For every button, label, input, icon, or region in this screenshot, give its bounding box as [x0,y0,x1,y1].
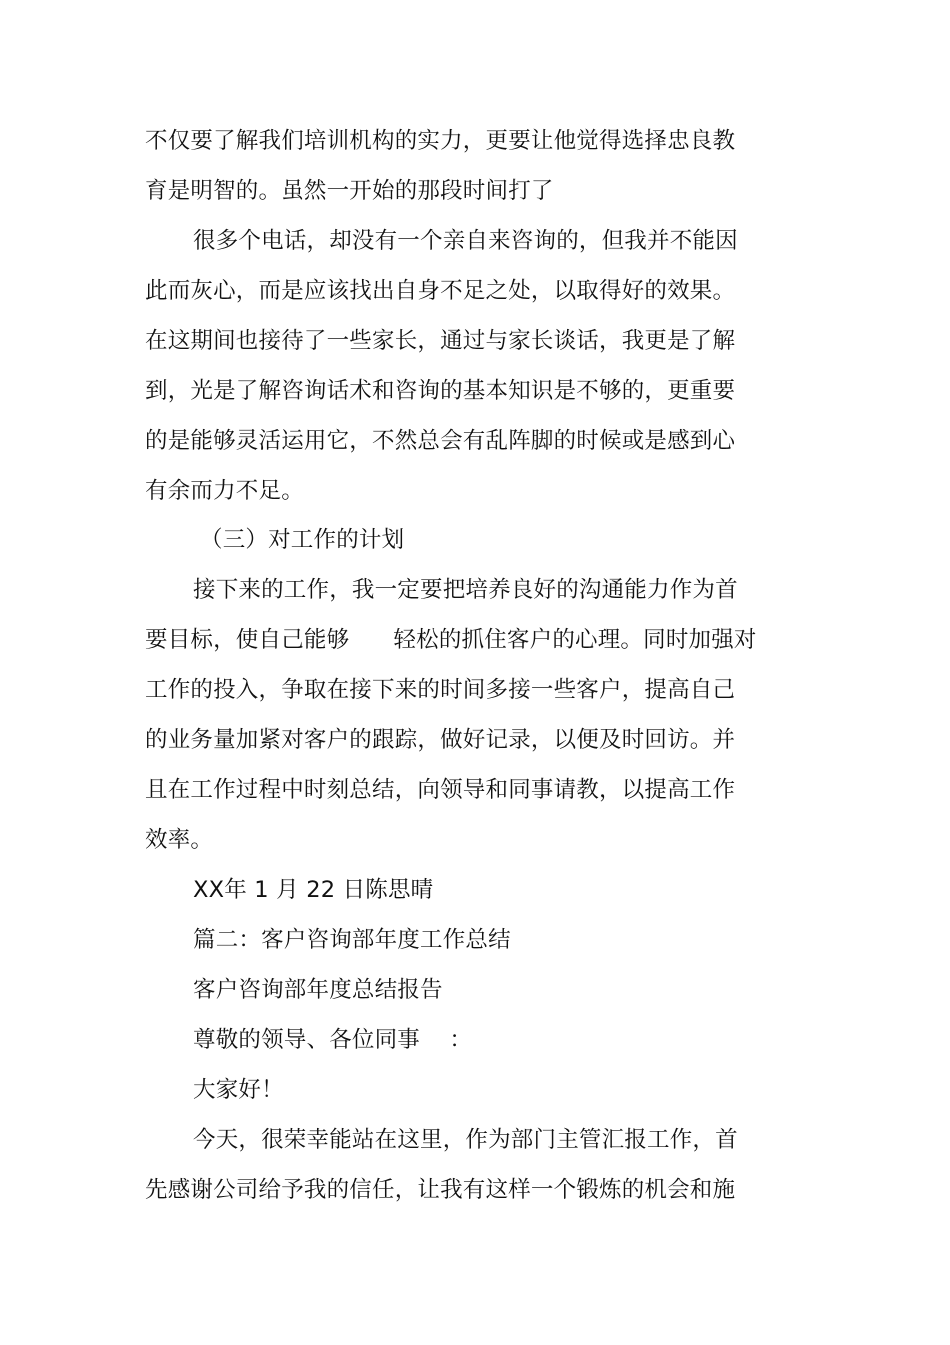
date-signature: XX年 1 月 22 日陈思晴 [193,877,434,903]
text-line: 此而灰心，而是应该找出自身不足之处，以取得好的效果。 [145,278,736,304]
text-line: 在这期间也接待了一些家长，通过与家长谈话，我更是了解 [145,328,736,354]
section-heading: （三）对工作的计划 [200,527,405,553]
paragraph-start: 今天，很荣幸能站在这里，作为部门主管汇报工作，首 [193,1127,738,1153]
paragraph-start: 接下来的工作，我一定要把培养良好的沟通能力作为首 [193,577,738,603]
text-line: 到，光是了解咨询话术和咨询的基本知识是不够的，更重要 [145,378,736,404]
text-line: 且在工作过程中时刻总结，向领导和同事请教，以提高工作 [145,777,736,803]
text-line: 育是明智的。虽然一开始的那段时间打了 [145,178,554,204]
text-line: 要目标，使自己能够 轻松的抓住客户的心理。同时加强对 [145,627,757,653]
text-line: 的业务量加紧对客户的跟踪，做好记录，以便及时回访。并 [145,727,736,753]
text-line: 工作的投入，争取在接下来的时间多接一些客户，提高自己 [145,677,736,703]
chapter-title: 篇二：客户咨询部年度工作总结 [193,927,511,953]
text-line: 不仅要了解我们培训机构的实力，更要让他觉得选择忠良教 [145,128,736,154]
text-line: 效率。 [145,827,214,853]
text-line: 先感谢公司给予我的信任，让我有这样一个锻炼的机会和施 [145,1177,736,1203]
report-title: 客户咨询部年度总结报告 [193,977,443,1003]
text-line: 有余而力不足。 [145,478,304,504]
paragraph-start: 很多个电话，却没有一个亲自来咨询的，但我并不能因 [193,228,738,254]
greeting: 大家好！ [193,1077,284,1103]
salutation: 尊敬的领导、各位同事 ： [193,1027,473,1053]
text-line: 的是能够灵活运用它，不然总会有乱阵脚的时候或是感到心 [145,428,736,454]
